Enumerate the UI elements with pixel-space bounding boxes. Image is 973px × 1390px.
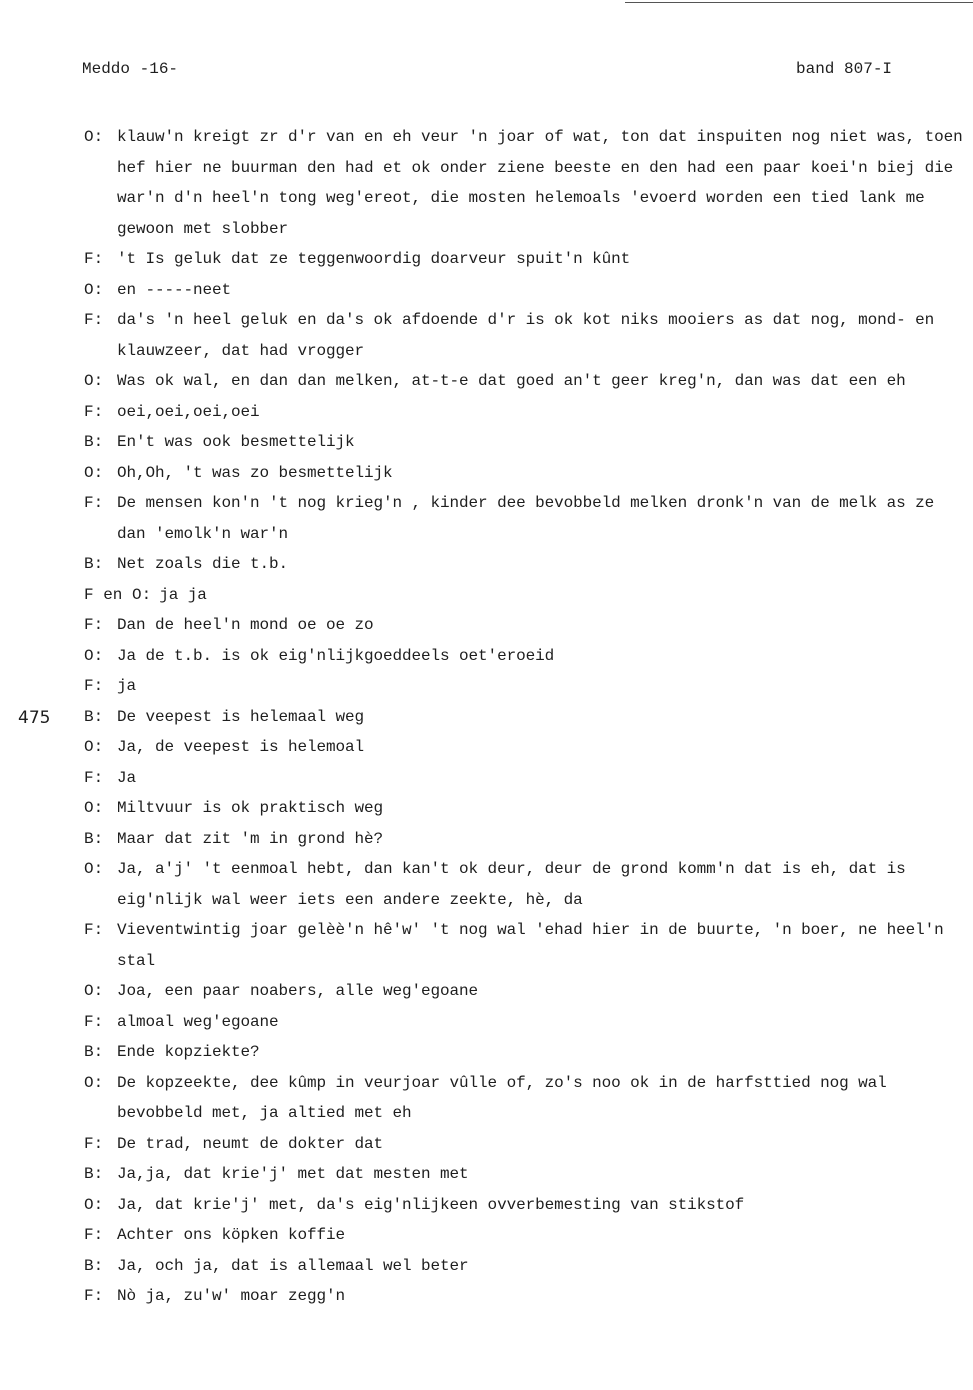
transcript-turn: [84, 122, 973, 244]
transcript-turn: [84, 763, 969, 794]
top-rule: [625, 2, 973, 3]
utterance-text: Miltvuur is ok praktisch weg: [117, 799, 384, 817]
speaker-label: O:: [84, 799, 104, 817]
utterance-text: Ja, och ja, dat is allemaal wel beter: [117, 1256, 469, 1275]
utterance-text: Oh,Oh, 't was zo besmettelijk: [117, 463, 393, 482]
utterance-text: Vieventwintig joar gelèè'n hê'w' 't nog wal 'ehad hier in de buurte, 'n boer, ne heel'n stal: [117, 921, 954, 970]
speaker-label: F:: [84, 768, 104, 787]
transcript-turn: [84, 458, 969, 489]
speaker-label: B:: [84, 433, 104, 451]
speaker-label: B:: [84, 555, 104, 573]
utterance-text: Joa, een paar noabers, alle weg'egoane: [117, 982, 479, 1000]
transcript-turn: [84, 305, 969, 366]
speaker-label: F:: [84, 1226, 104, 1244]
utterance-text: En't was ook besmettelijk: [117, 433, 355, 451]
speaker-label: F:: [84, 1134, 104, 1153]
utterance-text: Net zoals die t.b.: [117, 555, 289, 573]
transcript-turn: [84, 275, 969, 306]
transcript-turn: [84, 915, 969, 976]
transcript-turn: [84, 1220, 969, 1251]
speaker-label: O:: [84, 646, 104, 665]
utterance-text: Ja, de veepest is helemoal: [117, 738, 365, 756]
speaker-label: F:: [84, 1287, 104, 1305]
transcript-turn: [84, 793, 969, 824]
transcript-turn: [84, 732, 969, 763]
transcript-turn: [84, 1129, 969, 1160]
speaker-label: F:: [84, 250, 104, 268]
speaker-label: F:: [84, 311, 104, 329]
speaker-label: B:: [84, 829, 104, 848]
utterance-text: Ja, dat krie'j' met, da's eig'nlijkeen ovverbemesting van stikstof: [117, 1195, 745, 1214]
speaker-label: O:: [84, 738, 104, 756]
transcript-turn: [84, 1190, 969, 1221]
transcript-turn: [84, 244, 969, 275]
transcript-turn: [84, 397, 969, 428]
speaker-label: F:: [84, 402, 104, 421]
transcript-turn: [84, 427, 969, 458]
speaker-label: O:: [84, 372, 104, 390]
transcript-turn: [84, 1037, 969, 1068]
utterance-text: ja: [117, 677, 137, 695]
transcript-body: [84, 122, 973, 1312]
transcript-turn: [84, 610, 969, 641]
utterance-text: almoal weg'egoane: [117, 1012, 279, 1031]
margin-counter-number: 475: [18, 708, 51, 728]
transcript-turn: [84, 824, 969, 855]
transcript-turn: [84, 580, 969, 611]
utterance-text: De veepest is helemaal weg: [117, 707, 365, 726]
transcript-turn: [84, 488, 969, 549]
utterance-text: Maar dat zit 'm in grond hè?: [117, 829, 384, 848]
page-header-left: Meddo -16-: [82, 60, 179, 78]
utterance-text: Achter ons köpken koffie: [117, 1226, 346, 1244]
utterance-text: De mensen kon'n 't nog krieg'n , kinder dee bevobbeld melken dronk'n van de melk as ze dan 'emolk'n war'n: [117, 494, 944, 543]
transcript-turn: [84, 641, 969, 672]
speaker-label: B:: [84, 1043, 104, 1061]
speaker-label: O:: [84, 1073, 104, 1092]
speaker-label: O:: [84, 860, 104, 878]
utterance-text: en -----neet: [117, 280, 232, 299]
transcript-turn: [84, 702, 969, 733]
utterance-text: oei,oei,oei,oei: [117, 402, 260, 421]
utterance-text: De kopzeekte, dee kûmp in veurjoar vûlle of, zo's noo ok in de harfsttied nog wal bevobbeld met, ja altied met eh: [117, 1073, 897, 1122]
utterance-text: 't Is geluk dat ze teggenwoordig doarveur spuit'n kûnt: [117, 250, 631, 268]
transcript-turn: [84, 671, 969, 702]
utterance-text: Ende kopziekte?: [117, 1043, 260, 1061]
utterance-text: Ja,ja, dat krie'j' met dat mesten met: [117, 1165, 469, 1183]
transcript-turn: [84, 1251, 969, 1282]
speaker-label: F:: [84, 677, 104, 695]
transcript-turn: [84, 549, 969, 580]
utterance-text: Dan de heel'n mond oe oe zo: [117, 616, 374, 634]
speaker-label: F:: [84, 921, 104, 939]
speaker-label: B:: [84, 1165, 104, 1183]
speaker-label: O:: [84, 463, 104, 482]
speaker-label: F:: [84, 494, 104, 512]
transcript-turn: [84, 1068, 969, 1129]
speaker-label: O:: [84, 1195, 104, 1214]
transcript-turn: [84, 854, 969, 915]
utterance-text: ja ja: [159, 585, 207, 604]
speaker-label: F en O:: [84, 585, 152, 604]
speaker-label: O:: [84, 280, 104, 299]
speaker-label: B:: [84, 707, 104, 726]
speaker-label: O:: [84, 128, 104, 146]
utterance-text: Ja: [117, 768, 137, 787]
utterance-text: klauw'n kreigt zr d'r van en eh veur 'n joar of wat, ton dat inspuiten nog niet was, toen hef hier ne buurman den had et ok onder ziene beeste en den had een paar koei'n biej die war'n d'n heel'n tong weg'ereot, die mosten helemoals 'evoerd worden een tied lank me gewoon met slobber: [117, 128, 973, 238]
speaker-label: O:: [84, 982, 104, 1000]
speaker-label: B:: [84, 1256, 104, 1275]
utterance-text: Ja de t.b. is ok eig'nlijkgoeddeels oet'eroeid: [117, 646, 555, 665]
transcript-turn: [84, 1007, 969, 1038]
utterance-text: da's 'n heel geluk en da's ok afdoende d'r is ok kot niks mooiers as dat nog, mond- en klauwzeer, dat had vrogger: [117, 311, 944, 360]
page-header-right: band 807-I: [796, 60, 893, 78]
utterance-text: De trad, neumt de dokter dat: [117, 1134, 384, 1153]
utterance-text: Was ok wal, en dan dan melken, at-t-e dat goed an't geer kreg'n, dan was dat een eh: [117, 372, 906, 390]
utterance-text: Nò ja, zu'w' moar zegg'n: [117, 1287, 346, 1305]
utterance-text: Ja, a'j' 't eenmoal hebt, dan kan't ok deur, deur de grond komm'n dat is eh, dat is eig'nlijk wal weer iets een andere zeekte, hè, da: [117, 860, 916, 909]
transcript-turn: [84, 366, 969, 397]
transcript-turn: [84, 1159, 969, 1190]
speaker-label: F:: [84, 616, 104, 634]
transcript-turn: [84, 1281, 969, 1312]
transcript-turn: [84, 976, 969, 1007]
speaker-label: F:: [84, 1012, 104, 1031]
